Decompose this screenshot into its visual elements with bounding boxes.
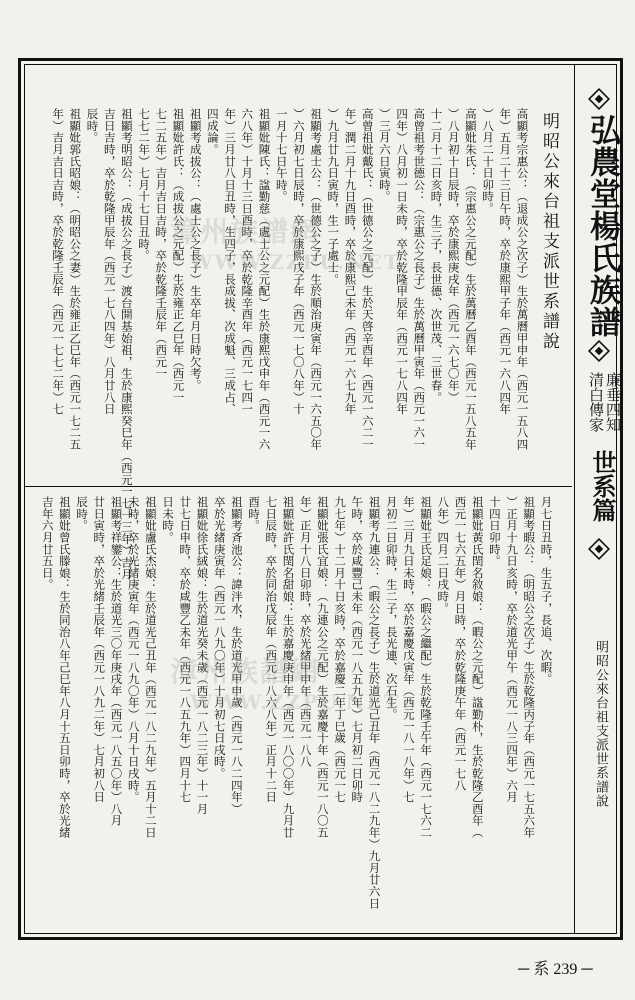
text-column: 祖顯妣郭氏昭娘：（明昭公之妻）生於雍正乙巳年（西元一七二五 (68, 108, 83, 451)
text-column: 年）三月九日未時，卒於嘉慶戊寅年（西元一八一八年）七 (401, 496, 416, 803)
text-column: 吉日吉時，卒於乾隆甲辰年（西元一七八四年）八月廿八日 (102, 108, 117, 415)
side-motto-1: 廉垂四知 (604, 372, 622, 432)
text-column: 一月十七日午時。 (274, 108, 289, 203)
text-column: ）正月十九日亥時，卒於道光甲午（西元一八三四年）六月 (505, 496, 520, 803)
text-column: 祖顯考九連公：（暇公之長子）生於道光己丑年（西元一八二九年）九月廿六日 (367, 496, 382, 909)
text-column: 十二月十二日亥時，生三子，長世德、次世茂、三世春。 (429, 108, 444, 403)
text-column: 午時，卒於咸豐己未年（西元一八五九年）七月初二日卯時 (350, 496, 365, 803)
text-column: 年）潤二月十九日酉時，卒於康熙己未年（西元一六七九年 (343, 108, 358, 415)
text-column: 祖顯妣王氏足娘：（暇公之繼配）生於乾隆壬午年（西元一七六二 (419, 496, 434, 839)
text-column: 辰時。 (75, 496, 90, 532)
watermark-url: WWW.ZZPU.NET (190, 690, 401, 714)
text-column: ）六月初七日辰時，卒於康熙戊子年（西元一七〇八年）十 (291, 108, 306, 415)
text-column: 酉時。 (247, 496, 262, 532)
text-column: 月七日丑時，生五子，長追、次暇。 (539, 496, 554, 685)
text-column: 未時，卒於光緒庚寅年（西元一八九〇年）八月十日戌時。 (126, 496, 141, 803)
text-column: 高曾祖妣戴氏：（世德公之元配）生於天啓辛酉年（西元一六二一 (360, 108, 375, 451)
text-column: ）八月初十日辰時，卒於康熙庚戌年（西元一六七〇年） (446, 108, 461, 403)
text-column: 日未時。 (161, 496, 176, 544)
text-column: 高顯考宗惠公：（退成公之次子）生於萬曆甲申年（西元一五八四 (515, 108, 530, 451)
text-column: 祖顯妣許氏：（成拔公之元配）生於雍正乙巳年（西元一 (171, 108, 186, 403)
text-column: ）三月六日寅時。 (377, 108, 392, 203)
text-column: 高顯妣朱氏：（宗惠公之元配）生於萬曆乙酉年（西元一五八五年 (463, 108, 478, 451)
text-column: 祖顯考成拔公：（處士公之長子）生卒年月日時欠考。 (188, 108, 203, 392)
text-column: 六八年）十月十三日酉時，卒於乾隆辛酉年（西元一七四一 (240, 108, 255, 415)
text-column: 四成論。 (205, 108, 220, 156)
text-column: 廿七日申時，卒於咸豐乙未年（西元一八五九年）四月十七 (178, 496, 193, 803)
text-column: 祖顯考斉池公：諱泮水，生於道光甲申歲（西元一八二四年） (229, 496, 244, 815)
text-column: 十四日卯時。 (487, 496, 502, 567)
text-column: 祖顯妣張氏宜娘：（九連公之元配）生於嘉慶十年（西元一八〇五 (315, 496, 330, 839)
section-category: 世系篇 (588, 450, 617, 522)
text-column: ）九月廿九日寅時，生一子處士。 (326, 108, 341, 285)
watermark-text: 漳州族譜網 (170, 655, 321, 688)
text-column: 月初二日卯時，生二子，長光連、次石生。 (384, 496, 399, 721)
watermark-text: 漳州族譜網 (170, 215, 321, 248)
text-column: 七日辰時，卒於同治戊辰年（西元一八六八年）正月十二日 (264, 496, 279, 803)
text-column: 祖顯妣盧氏杰娘：生於道光己丑年（西元一八二九年）五月十二日 (143, 496, 158, 839)
text-column: 祖顯妣曾氏滕娘：生於同治八年己巳年八月十五日卯時，卒於光緒 (57, 496, 72, 839)
text-column: 八年）四月二日戌時。 (436, 496, 451, 614)
text-column: 吉年六月廿五日。 (40, 496, 55, 591)
ornament-diamond-icon (588, 538, 610, 560)
text-column: 祖顯考暇公：（明昭公之次子）生於乾隆丙子年（西元一七五六年 (522, 496, 537, 839)
watermark-url: WWW.ZZPU.NET (190, 250, 401, 274)
text-column: 年）吉月吉日吉時，卒於乾隆壬辰年（西元一七七二年）七 (51, 108, 66, 415)
page-number: ─ 系 239 ─ (518, 961, 593, 978)
text-column: 年）五月二十三日午時，卒於康熙甲子年（西元一六八四年 (498, 108, 513, 415)
text-column: 卒於光緒庚寅年（西元一八九〇年）十月初七日戌時。 (212, 496, 227, 780)
half-divider (24, 486, 572, 487)
text-column: 七二五年）吉月吉日吉時，卒於乾隆壬辰年（西元一 (154, 108, 169, 380)
text-column: 祖顯妣許氏閏名甜娘：生於嘉慶庚申年（西元一八〇〇年）九月廿 (281, 496, 296, 839)
ornament-diamond-icon (588, 340, 610, 362)
text-column: 祖顯妣黃氏閏名敘娘：（暇公之元配）諡勤朴，生於乾隆乙酉年（ (470, 496, 485, 839)
side-motto-2: 清白傳家 (587, 372, 605, 432)
text-column: 辰時。 (85, 108, 100, 144)
ornament-diamond-icon (588, 88, 610, 110)
text-column: 祖顯考明昭公：（成拔公之長子）渡台開基始祖，生於康熙癸巳年（西元一七一三年）吉月 (119, 108, 134, 580)
text-column: 西元一七六五年）月日時，卒於乾隆庚午年（西元一七八 (453, 496, 468, 791)
running-title: 明昭公來台祖支派世系譜說 (593, 640, 608, 808)
text-column: 四年）八月初一日未時，卒於乾隆甲辰年（西元一七八四年 (395, 108, 410, 415)
text-column: 祖顯妣徐氏絨娘：生於道光癸未歲（西元一八二三年）十一月 (195, 496, 210, 815)
text-column: 七七二年）七月十七日丑時。 (137, 108, 152, 262)
side-column-divider (574, 64, 575, 934)
text-column: 年）三月廿八日丑時，生四子，長成拔、次成魁、三成占、 (223, 108, 238, 415)
text-column: 祖顯妣陳氏：諡勤慈（處士公之元配）生於康熙戊申年（西元一六 (257, 108, 272, 451)
text-column: 祖顯考處士公：（世德公之子）生於順治庚寅年（西元一六五〇年 (309, 108, 324, 451)
text-column: 祖顯考祥鑾公：生於道光三〇年庚戌年（西元一八五〇年）八月 (109, 496, 124, 827)
text-column: 高曾祖考世德公：（宗惠公之長子）生於萬曆甲寅年（西元一六一 (412, 108, 427, 451)
text-column: 年）正月十八日卯時，卒於光緒甲申年（西元一八八 (298, 496, 313, 768)
book-title: 弘農堂楊氏族譜 (584, 114, 620, 338)
section-heading: 明昭公來台祖支派世系譜說 (539, 112, 559, 352)
text-column: ）八月二十日卯時。 (481, 108, 496, 215)
text-column: 九七年）十二月十日亥時，卒於嘉慶二年丁巳歲（西元一七 (333, 496, 348, 803)
text-column: 廿日寅時，卒於光緒壬辰年（西元一八九二年）七月初八日 (92, 496, 107, 803)
